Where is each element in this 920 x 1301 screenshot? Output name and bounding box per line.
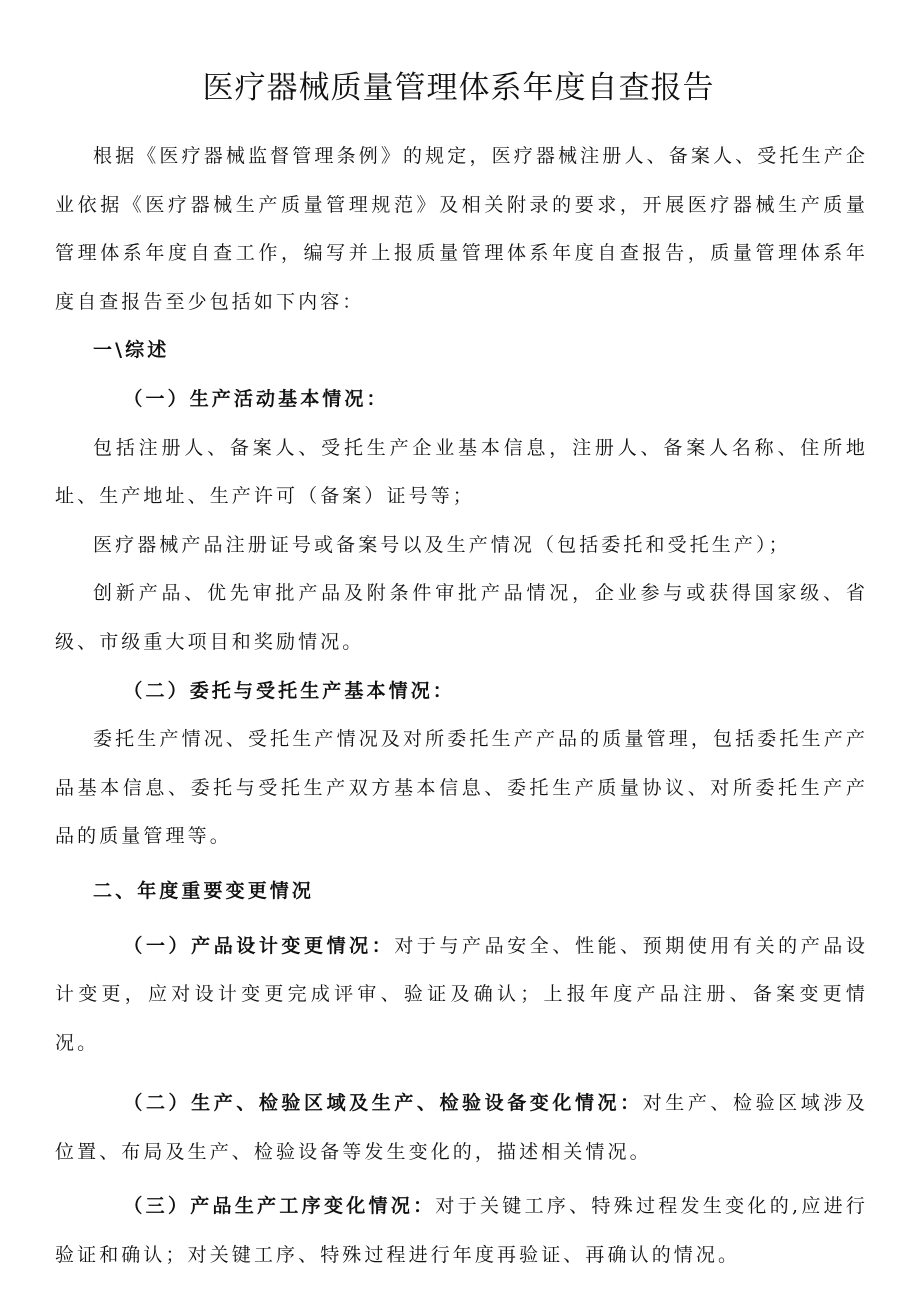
section-2-item-3-text: 对于关键工序、特殊过程发生变化的,应进行验证和确认；对关键工序、特殊过程进行年度再验证、再确认的情况。 <box>55 1195 868 1267</box>
section-2-item-1-text: 对于与产品安全、性能、预期使用有关的产品设计变更，应对设计变更完成评审、验证及确认；上报年度产品注册、备案变更情况。 <box>55 934 868 1054</box>
section-1-sub-1-paragraph-3: 创新产品、优先审批产品及附条件审批产品情况，企业参与或获得国家级、省级、市级重大项目和奖励情况。 <box>55 582 868 653</box>
section-1-heading: 一\综述 <box>93 339 170 362</box>
section-1-sub-1-paragraph-1: 包括注册人、备案人、受托生产企业基本信息，注册人、备案人名称、住所地址、生产地址、生产许可（备案）证号等； <box>55 436 868 508</box>
section-2-item-2-text: 对生产、检验区域涉及位置、布局及生产、检验设备等发生变化的，描述相关情况。 <box>55 1092 868 1163</box>
section-2-item-3 <box>55 1182 868 1279</box>
section-2-heading: 二、年度重要变更情况 <box>93 879 315 902</box>
section-1-sub-2-heading: （二）委托与受托生产基本情况： <box>123 679 455 702</box>
document-title: 医疗器械质量管理体系年度自查报告 <box>202 70 715 106</box>
spacer <box>55 1067 868 1079</box>
section-2-item-2-lead: （二）生产、检验区域及生产、检验设备变化情况： <box>123 1092 643 1115</box>
section-2-item-2 <box>55 1079 868 1176</box>
section-1-sub-2-paragraph-1: 委托生产情况、受托生产情况及对所委托生产产品的质量管理，包括委托生产产品基本信息、委托与受托生产双方基本信息、委托生产质量协议、对所委托生产产品的质量管理等。 <box>55 728 868 848</box>
section-1-sub-1-paragraph-2: 医疗器械产品注册证号或备案号以及生产情况（包括委托和受托生产）； <box>93 533 791 556</box>
section-2-item-3-lead: （三）产品生产工序变化情况： <box>123 1195 436 1218</box>
intro-paragraph: 根据《医疗器械监督管理条例》的规定，医疗器械注册人、备案人、受托生产企业依据《医疗器械生产质量管理规范》及相关附录的要求，开展医疗器械生产质量管理体系年度自查工作，编写并上报质量管理体系年度自查报告，质量管理体系年度自查报告至少包括如下内容： <box>55 145 868 313</box>
section-2-item-1-lead: （一）产品设计变更情况： <box>123 934 395 957</box>
section-2-item-1 <box>55 922 868 1068</box>
section-1-sub-1-heading: （一）生产活动基本情况： <box>123 387 389 410</box>
